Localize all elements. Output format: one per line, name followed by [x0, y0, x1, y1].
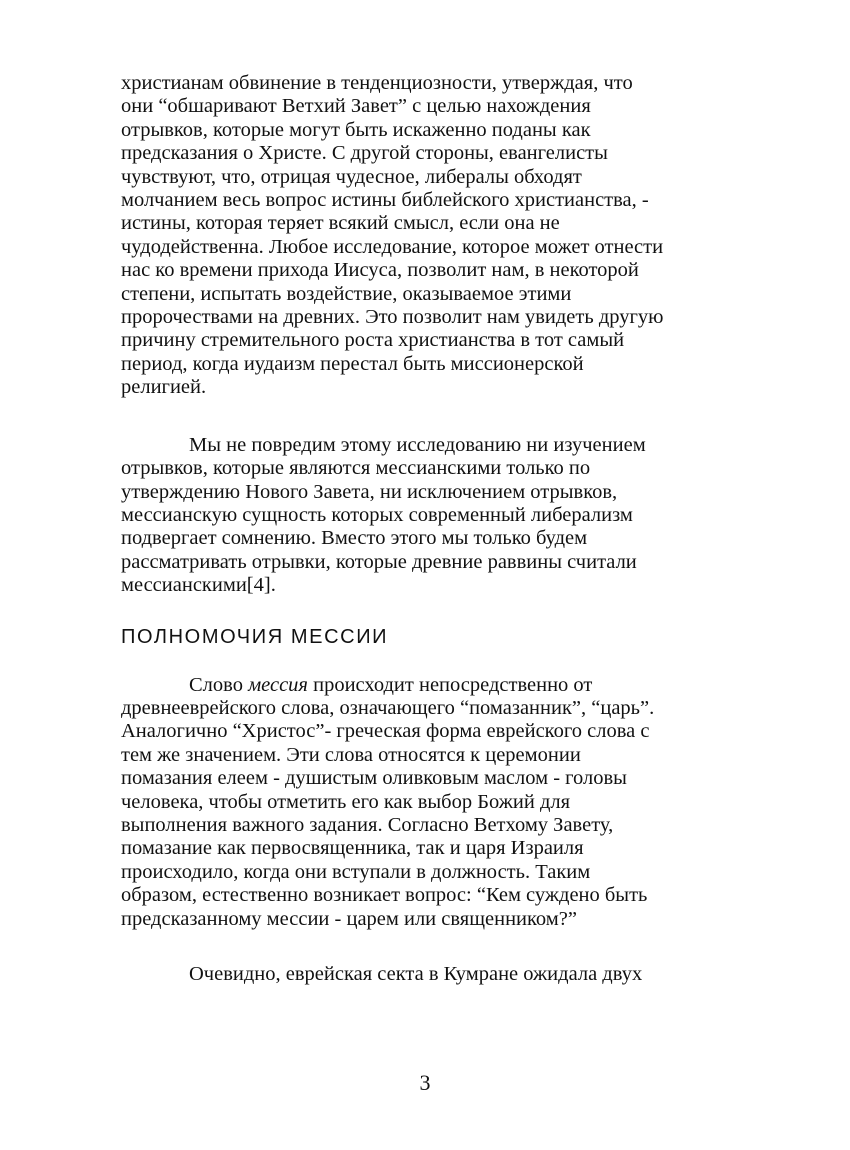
text-line: предсказанному мессии - царем или священником?” — [121, 907, 577, 930]
text-line: древнееврейского слова, означающего “помазанник”, “царь”. — [121, 696, 655, 719]
page-number: 3 — [419, 1070, 431, 1095]
text-line: Мы не повредим этому исследованию ни изучением — [189, 433, 646, 456]
paragraph-messiah-meaning — [121, 674, 741, 931]
paragraph-qumran — [121, 963, 741, 986]
text-fragment: Слово — [189, 673, 249, 696]
text-line: образом, естественно возникает вопрос: “Кем суждено быть — [121, 884, 648, 907]
text-line: мессианскими[4]. — [121, 574, 276, 597]
text-line: помазание как первосвященника, так и царя Израиля — [121, 837, 584, 860]
text-line: христианам обвинение в тенденциозности, утверждая, что — [121, 72, 633, 94]
text-line: молчанием весь вопрос истины библейского христианства, - — [121, 189, 649, 212]
text-line: утверждению Нового Завета, ни исключением отрывков, — [121, 480, 618, 503]
section-heading: ПОЛНОМОЧИЯ МЕССИИ — [121, 625, 389, 648]
text-fragment: происходит непосредственно от — [307, 673, 593, 696]
paragraph-continued — [121, 72, 741, 400]
text-line: подвергает сомнению. Вместо этого мы только будем — [121, 527, 588, 550]
text-line: мессианскую сущность которых современный либерализм — [121, 503, 633, 526]
text-line: тем же значением. Эти слова относятся к церемонии — [121, 743, 581, 766]
text-line: Очевидно, еврейская секта в Кумране ожидала двух — [189, 963, 643, 985]
text-line: человека, чтобы отметить его как выбор Божий для — [121, 790, 571, 813]
text-line: причину стремительного роста христианства в тот самый — [121, 329, 625, 352]
text-line: чудодейственна. Любое исследование, которое может отнести — [121, 235, 664, 258]
text-line: период, когда иудаизм перестал быть миссионерской — [121, 352, 584, 375]
text-line: степени, испытать воздействие, оказываемое этими — [121, 282, 572, 305]
text-line: отрывков, которые могут быть искаженно поданы как — [121, 118, 591, 141]
text-line: рассматривать отрывки, которые древние раввины считали — [121, 550, 637, 573]
italic-term: мессия — [248, 673, 308, 696]
text-line: религией. — [121, 376, 207, 399]
text-line: отрывков, которые являются мессианскими только по — [121, 457, 591, 480]
text-line: они “обшаривают Ветхий Завет” с целью нахождения — [121, 95, 591, 118]
paragraph-rabbinic-passages — [121, 434, 741, 598]
text-line: истины, которая теряет всякий смысл, если она не — [121, 212, 560, 235]
text-line: помазания елеем - душистым оливковым маслом - головы — [121, 767, 627, 790]
text-line: выполнения важного задания. Согласно Ветхому Завету, — [121, 813, 614, 836]
text-line — [121, 674, 741, 697]
text-line: пророчествами на древних. Это позволит нам увидеть другую — [121, 306, 664, 329]
text-line: происходило, когда они вступали в должность. Таким — [121, 860, 591, 883]
text-line: нас ко времени прихода Иисуса, позволит нам, в некоторой — [121, 259, 639, 282]
text-column — [121, 72, 741, 986]
text-line: предсказания о Христе. С другой стороны, евангелисты — [121, 142, 608, 165]
text-line: Аналогично “Христос”- греческая форма еврейского слова с — [121, 720, 650, 743]
text-line: чувствуют, что, отрицая чудесное, либералы обходят — [121, 165, 582, 188]
